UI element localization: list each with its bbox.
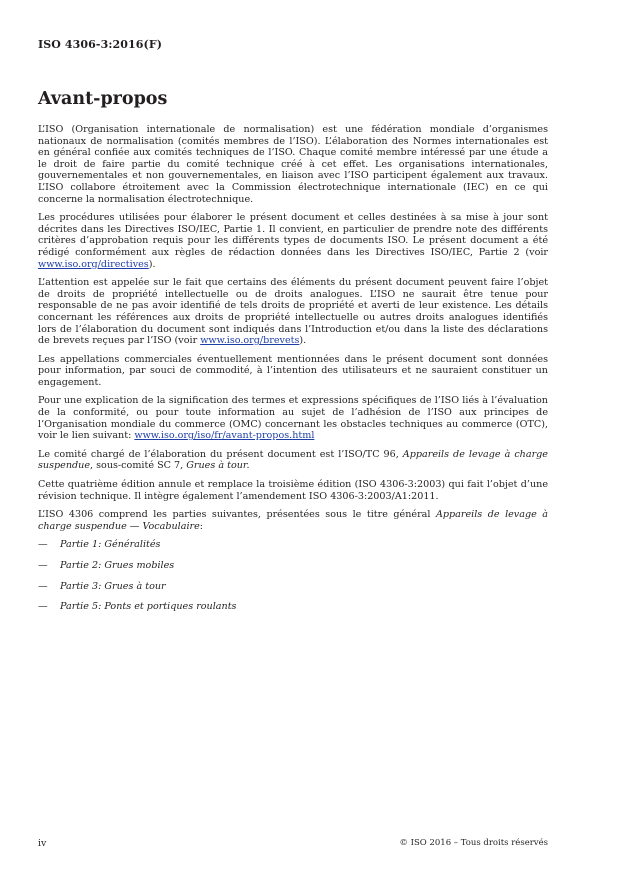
paragraph-6-subcommittee-title: Grues à tour. <box>186 460 250 472</box>
paragraph-4: Les appellations commerciales éventuellement mentionnées dans le présent document sont données pour information, par souci de commodité, à l’intention des utilisateurs et ne sauraient constituer un engagement. <box>38 353 548 388</box>
foreword-info-link[interactable]: www.iso.org/iso/fr/avant-propos.html <box>134 430 315 442</box>
patents-link[interactable]: www.iso.org/brevets <box>200 335 300 347</box>
page-title: Avant-propos <box>38 89 168 109</box>
paragraph-2 <box>38 212 548 270</box>
paragraph-7: Cette quatrième édition annule et remplace la troisième édition (ISO 4306-3:2003) qui fait l’objet d’une révision technique. Il intègre également l’amendement ISO 4306-3:2003/A1:2011. <box>38 479 548 502</box>
paragraph-6-committee-title: Appareils de levage à charge suspendue <box>38 448 548 472</box>
paragraph-6-mid: , sous-comité SC 7, <box>90 460 187 472</box>
list-item-label: Partie 5: Ponts et portiques roulants <box>60 601 237 613</box>
paragraph-8-end: : <box>199 520 204 532</box>
paragraph-2-text: Les procédures utilisées pour élaborer le présent document et celles destinées à sa mise à jour sont décrites dans les Directives ISO/IEC, Partie 1. Il convient, en particulier de prendre note des différents critères d’approbation requis pour les différents types de documents ISO. Le présent document a été rédigé conformément aux règles de rédaction données dans les Directives ISO/IEC, Partie 2 (voir <box>38 212 548 258</box>
list-item <box>38 539 548 551</box>
paragraph-8 <box>38 509 548 532</box>
foreword-body <box>38 124 548 622</box>
list-dash: — <box>38 560 48 571</box>
paragraph-3-text: L’attention est appelée sur le fait que certains des éléments du présent document peuvent faire l’objet de droits de propriété intellectuelle ou de droits analogues. L’ISO ne saurait être tenue pour responsable de ne pas avoir identifié de tels droits de propriété et averti de leur existence. Les détails concernant les références aux droits de propriété intellectuelle ou autres droits analogues identifiés lors de l’élaboration du document sont indiqués dans l’Introduction et/ou dans la liste des déclarations de brevets reçues par l’ISO (voir <box>38 277 548 347</box>
list-item <box>38 601 548 613</box>
list-dash: — <box>38 601 48 613</box>
paragraph-6 <box>38 449 548 472</box>
list-item <box>38 560 548 572</box>
list-item-label: Partie 2: Grues mobiles <box>60 560 175 571</box>
paragraph-5-text: Pour une explication de la signification des termes et expressions spécifiques de l’ISO liés à l’évaluation de la conformité, ou pour toute information au sujet de l’adhésion de l’ISO aux principes de l’Organisation mondiale du commerce (OMC) concernant les obstacles techniques au commerce (OTC), voir le lien suivant: <box>38 395 548 442</box>
document-header-id: ISO 4306-3:2016(F) <box>38 38 163 51</box>
paragraph-3 <box>38 277 548 347</box>
paragraph-6-text: Le comité chargé de l’élaboration du présent document est l’ISO/TC 96, <box>38 448 403 460</box>
paragraph-8-text: L’ISO 4306 comprend les parties suivantes, présentées sous le titre général <box>38 509 436 521</box>
paragraph-3-end: ). <box>299 335 307 347</box>
page-number: iv <box>38 838 47 849</box>
list-item <box>38 581 548 593</box>
list-item-label: Partie 3: Grues à tour <box>60 580 166 592</box>
copyright-notice: © ISO 2016 – Tous droits réservés <box>399 838 548 848</box>
directives-link[interactable]: www.iso.org/directives <box>38 258 149 270</box>
paragraph-2-end: ). <box>148 258 156 270</box>
paragraph-5 <box>38 395 548 441</box>
list-dash: — <box>38 580 48 592</box>
paragraph-1: L’ISO (Organisation internationale de normalisation) est une fédération mondiale d’organismes nationaux de normalisation (comités membres de l’ISO). L’élaboration des Normes internationales est en général confiée aux comités techniques de l’ISO. Chaque comité membre intéressé par une étude a le droit de faire partie du comité technique créé à cet effet. Les organisations internationales, gouvernementales et non gouvernementales, en liaison avec l’ISO participent également aux travaux. L’ISO collabore étroitement avec la Commission électrotechnique internationale (IEC) en ce qui concerne la normalisation électrotechnique. <box>38 124 548 205</box>
list-item-label: Partie 1: Généralités <box>60 539 161 551</box>
list-dash: — <box>38 539 48 551</box>
paragraph-8-general-title: Appareils de levage à charge suspendue — Vocabulaire <box>38 509 549 532</box>
